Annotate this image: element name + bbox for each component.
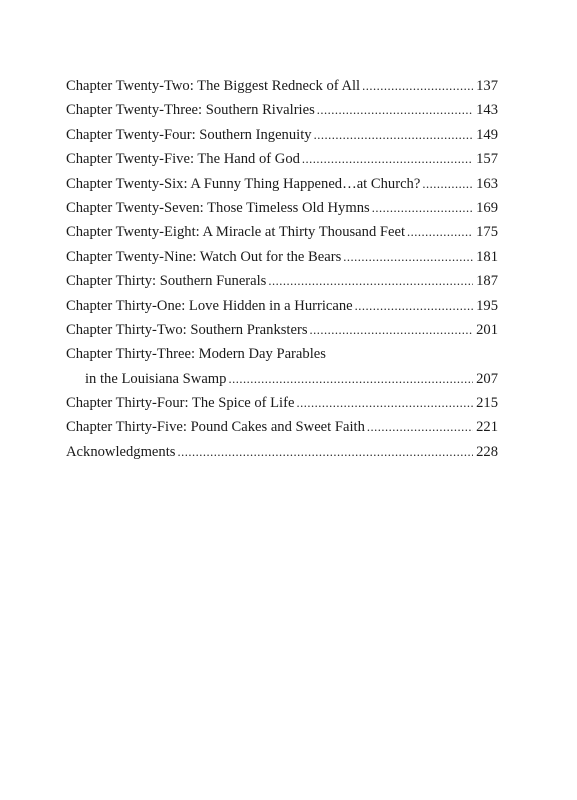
toc-entry-title: Chapter Twenty-Five: The Hand of God [66, 151, 300, 168]
toc-entry [66, 147, 498, 171]
toc-entry-title: Chapter Thirty-Three: Modern Day Parables [66, 346, 326, 363]
toc-entry-title: Chapter Twenty-Six: A Funny Thing Happened…at Church? [66, 175, 421, 192]
toc-entry-title: Chapter Thirty: Southern Funerals [66, 273, 267, 290]
leader-dots [343, 245, 473, 269]
leader-dots [355, 294, 473, 318]
leader-dots [296, 391, 473, 415]
toc-entry-page: 137 [476, 78, 498, 94]
leader-dots [362, 74, 473, 98]
toc-entry [66, 440, 498, 464]
toc-entry-continuation [66, 367, 498, 391]
toc-entry-title: Chapter Twenty-Eight: A Miracle at Thirty Thousand Feet [66, 224, 406, 241]
toc-entry-page: 169 [476, 199, 498, 216]
toc-entry-page: 163 [476, 175, 498, 192]
toc-entry [66, 172, 498, 196]
leader-dots [422, 172, 473, 196]
toc-entry-page: 215 [476, 395, 498, 412]
toc-entry-title: Chapter Thirty-Four: The Spice of Life [66, 395, 295, 412]
toc-entry-title: Chapter Thirty-One: Love Hidden in a Hurricane [66, 297, 353, 314]
leader-dots [314, 123, 474, 147]
leader-dots [268, 269, 473, 293]
leader-dots [228, 367, 473, 391]
leader-dots [177, 440, 473, 464]
leader-dots [302, 147, 473, 171]
toc-entry-page: 149 [476, 126, 498, 143]
toc-entry [66, 220, 498, 244]
toc-entry-page: 175 [476, 224, 498, 241]
toc-entry [66, 342, 498, 366]
leader-dots [407, 220, 473, 244]
leader-dots [317, 98, 473, 122]
toc-entry-title: Chapter Twenty-Two: The Biggest Redneck of All [66, 78, 361, 94]
leader-dots [367, 415, 473, 439]
toc-entry-page: 157 [476, 151, 498, 168]
toc-entry [66, 196, 498, 220]
toc-entry-title: Chapter Thirty-Two: Southern Pranksters [66, 321, 308, 338]
toc-entry [66, 391, 498, 415]
toc-entry-page: 181 [476, 248, 498, 265]
toc-entry [66, 269, 498, 293]
leader-dots [372, 196, 473, 220]
toc-entry-title-continuation: in the Louisiana Swamp [85, 370, 227, 387]
toc-entry [66, 123, 498, 147]
toc-entry-title: Chapter Twenty-Nine: Watch Out for the Bears [66, 248, 342, 265]
toc-entry [66, 74, 498, 98]
toc-entry-title: Acknowledgments [66, 443, 176, 460]
toc-entry [66, 415, 498, 439]
toc-entry-title: Chapter Thirty-Five: Pound Cakes and Sweet Faith [66, 419, 365, 436]
toc-entry-page: 143 [476, 102, 498, 119]
toc-entry [66, 294, 498, 318]
table-of-contents [66, 74, 498, 464]
toc-entry [66, 318, 498, 342]
toc-entry-page: 228 [476, 443, 498, 460]
toc-entry-page: 201 [476, 321, 498, 338]
toc-entry-page: 221 [476, 419, 498, 436]
toc-entry-title: Chapter Twenty-Seven: Those Timeless Old Hymns [66, 199, 370, 216]
toc-entry-page: 207 [476, 370, 498, 387]
toc-entry [66, 245, 498, 269]
toc-entry-page: 187 [476, 273, 498, 290]
toc-entry-title: Chapter Twenty-Four: Southern Ingenuity [66, 126, 312, 143]
leader-dots [310, 318, 474, 342]
toc-entry [66, 98, 498, 122]
toc-entry-title: Chapter Twenty-Three: Southern Rivalries [66, 102, 315, 119]
toc-entry-page: 195 [476, 297, 498, 314]
